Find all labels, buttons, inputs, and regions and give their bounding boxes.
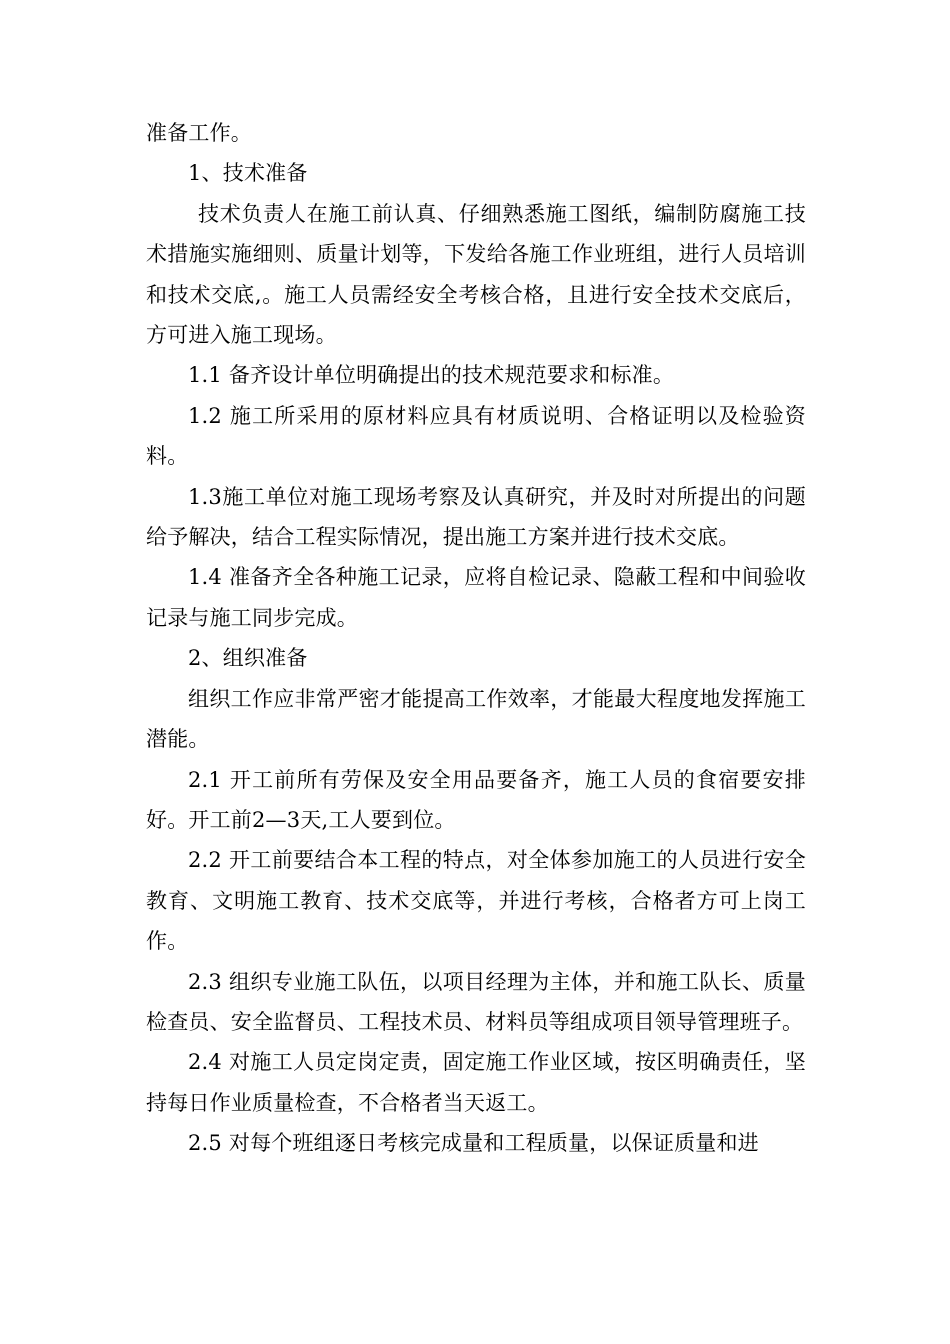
paragraph-technical-lead: 技术负责人在施工前认真、仔细熟悉施工图纸，编制防腐施工技术措施实施细则、质量计划等，下发给各施工作业班组，进行人员培训和技术交底,。施工人员需经安全考核合格，且进行安全技术交底后，方可进入施工现场。 <box>146 201 806 348</box>
item-1-3: 1.3施工单位对施工现场考察及认真研究，并及时对所提出的问题给予解决，结合工程实际情况，提出施工方案并进行技术交底。 <box>146 484 806 550</box>
section-heading-organization-preparation: 2、组织准备 <box>188 646 308 671</box>
item-2-2: 2.2 开工前要结合本工程的特点，对全体参加施工的人员进行安全教育、文明施工教育、技术交底等，并进行考核，合格者方可上岗工作。 <box>146 848 806 954</box>
section-heading-technical-preparation: 1、技术准备 <box>188 161 308 186</box>
item-2-5: 2.5 对每个班组逐日考核完成量和工程质量，以保证质量和进 <box>188 1131 759 1156</box>
item-2-3: 2.3 组织专业施工队伍，以项目经理为主体，并和施工队长、质量检查员、安全监督员、工程技术员、材料员等组成项目领导管理班子。 <box>146 969 806 1034</box>
item-2-1: 2.1 开工前所有劳保及安全用品要备齐，施工人员的食宿要安排好。开工前2—3天,工人要到位。 <box>146 767 806 832</box>
item-1-1: 1.1 备齐设计单位明确提出的技术规范要求和标准。 <box>188 363 675 388</box>
document-body <box>146 113 806 1164</box>
item-1-4: 1.4 准备齐全各种施工记录，应将自检记录、隐蔽工程和中间验收记录与施工同步完成。 <box>146 565 806 630</box>
item-1-2: 1.2 施工所采用的原材料应具有材质说明、合格证明以及检验资料。 <box>146 403 806 469</box>
paragraph-continuation: 准备工作。 <box>146 121 252 145</box>
item-2-4: 2.4 对施工人员定岗定责，固定施工作业区域，按区明确责任，坚持每日作业质量检查，不合格者当天返工。 <box>146 1050 806 1115</box>
paragraph-organization-intro: 组织工作应非常严密才能提高工作效率，才能最大程度地发挥施工潜能。 <box>146 686 806 752</box>
